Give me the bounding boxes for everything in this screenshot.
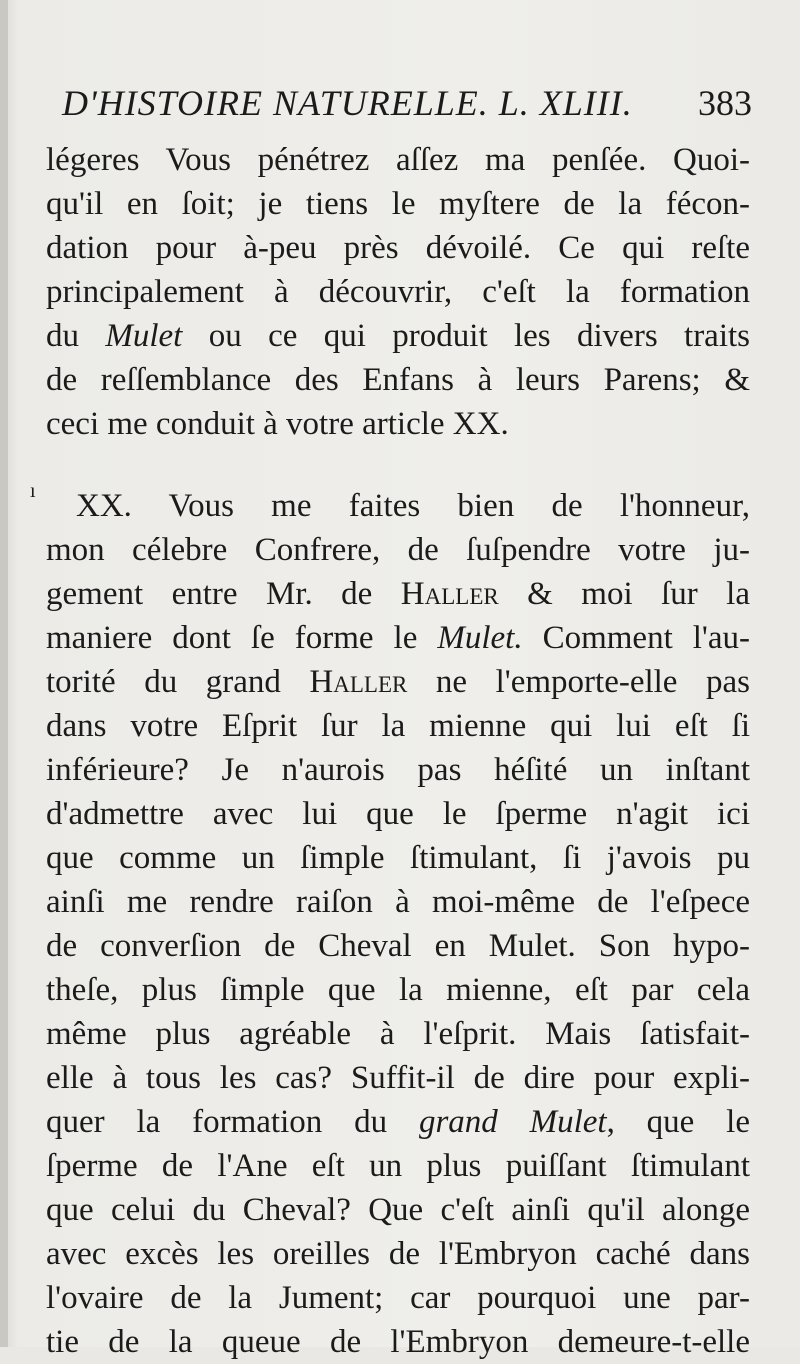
text-body <box>46 138 750 1364</box>
text-line: de reſſemblance des Enfans à leurs Parens; & <box>46 362 750 398</box>
text-line: torité du grand Haller ne l'emporte-elle pas <box>46 664 750 700</box>
text-line: elle à tous les cas? Suffit-il de dire pour expli- <box>46 1060 750 1096</box>
text-line: que comme un ſimple ſtimulant, ſi j'avois pu <box>46 840 750 876</box>
text-line: du Mulet ou ce qui produit les divers traits <box>46 318 751 354</box>
text-line: mon célebre Confrere, de ſuſpendre votre ju- <box>46 532 750 568</box>
running-header <box>62 82 762 124</box>
paragraph-gap <box>46 446 750 484</box>
text-line: principalement à découvrir, c'eſt la formation <box>46 274 750 310</box>
page-number: 383 <box>698 83 752 123</box>
text-line: même plus agréable à l'eſprit. Mais ſatisfait- <box>46 1016 750 1052</box>
text-line: d'admettre avec lui que le ſperme n'agit ici <box>46 796 750 832</box>
text-line: qu'il en ſoit; je tiens le myſtere de la fécon- <box>46 186 750 222</box>
text-line: maniere dont ſe forme le Mulet. Comment l'au- <box>46 620 750 656</box>
text-line: que celui du Cheval? Que c'eſt ainſi qu'il alonge <box>46 1192 750 1228</box>
text-line: quer la formation du grand Mulet, que le <box>46 1104 750 1140</box>
text-line: ceci me conduit à votre article XX. <box>46 406 509 442</box>
text-line: dans votre Eſprit ſur la mienne qui lui eſt ſi <box>46 708 750 744</box>
running-title: D'HISTOIRE NATURELLE. L. XLIII. <box>62 83 633 123</box>
text-line: ainſi me rendre raiſon à moi-même de l'eſpece <box>46 884 750 920</box>
text-line: légeres Vous pénétrez aſſez ma penſée. Quoi- <box>46 142 750 178</box>
text-line: de converſion de Cheval en Mulet. Son hypo- <box>46 928 750 964</box>
text-line: gement entre Mr. de Haller & moi ſur la <box>46 576 750 612</box>
text-line: l'ovaire de la Jument; car pourquoi une par- <box>46 1280 750 1316</box>
text-line: ſperme de l'Ane eſt un plus puiſſant ſtimulant <box>46 1148 750 1184</box>
text-line: theſe, plus ſimple que la mienne, eſt par cela <box>46 972 750 1008</box>
margin-mark: ı <box>30 480 36 502</box>
paragraph-1 <box>46 138 750 446</box>
text-line: XX. Vous me faites bien de l'honneur, <box>76 488 750 524</box>
text-line: inférieure? Je n'aurois pas héſité un inſtant <box>46 752 750 788</box>
paragraph-2 <box>46 484 750 1364</box>
text-line: avec excès les oreilles de l'Embryon caché dans <box>46 1236 750 1272</box>
text-line: tie de la queue de l'Embryon demeure-t-elle <box>46 1324 750 1360</box>
text-line: dation pour à-peu près dévoilé. Ce qui reſte <box>46 230 750 266</box>
